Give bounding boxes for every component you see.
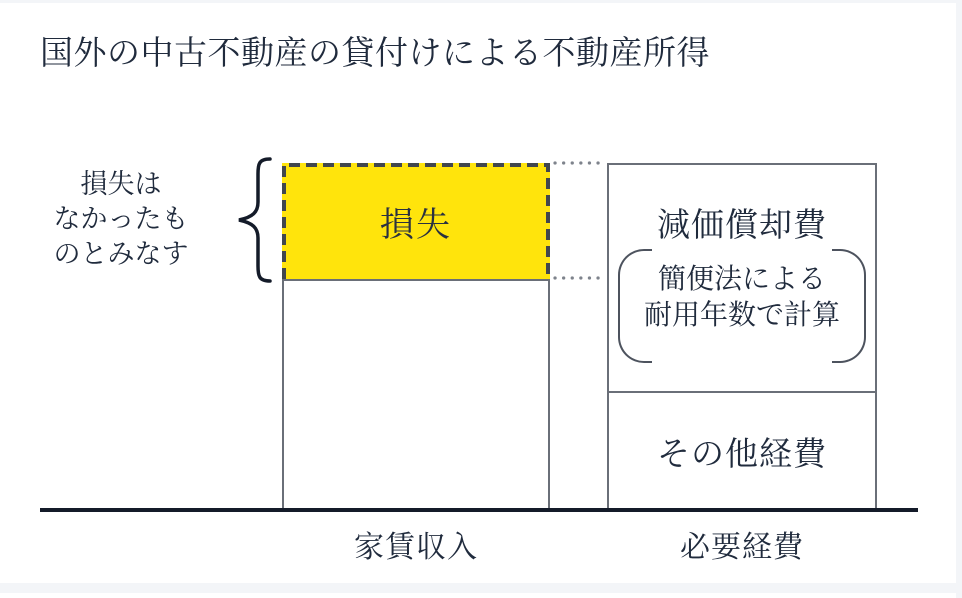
- expense-axis-label: 必要経費: [680, 531, 804, 564]
- dotted-connector-bottom: [552, 276, 607, 280]
- right-edge-strip: [956, 0, 962, 598]
- top-edge-strip: [0, 0, 962, 3]
- dotted-connector-top: [552, 161, 607, 165]
- curly-brace-icon: [220, 156, 272, 284]
- loss-annotation-line: なかったも: [53, 204, 189, 234]
- depreciation-cell: [609, 165, 875, 393]
- depreciation-label: 減価償却費: [657, 206, 827, 243]
- page-title: 国外の中古不動産の貸付けによる不動産所得: [40, 34, 710, 71]
- loss-label: 損失: [380, 205, 452, 244]
- loss-box: [282, 163, 550, 279]
- rent-income-box: [282, 279, 550, 510]
- loss-annotation: [45, 167, 197, 272]
- depreciation-note-line: 耐用年数で計算: [643, 299, 840, 330]
- loss-annotation-line: のとみなす: [53, 239, 189, 269]
- expense-box: [607, 163, 877, 510]
- depreciation-note: [618, 249, 866, 363]
- bottom-edge-strip: [0, 583, 962, 593]
- other-expenses-label: その他経費: [657, 435, 827, 472]
- rent-axis-label: 家賃収入: [354, 531, 478, 564]
- other-expenses-cell: [609, 393, 875, 510]
- baseline: [40, 508, 918, 512]
- loss-annotation-line: 損失は: [80, 169, 162, 199]
- depreciation-note-text: [618, 249, 866, 363]
- depreciation-note-line: 簡便法による: [657, 263, 826, 294]
